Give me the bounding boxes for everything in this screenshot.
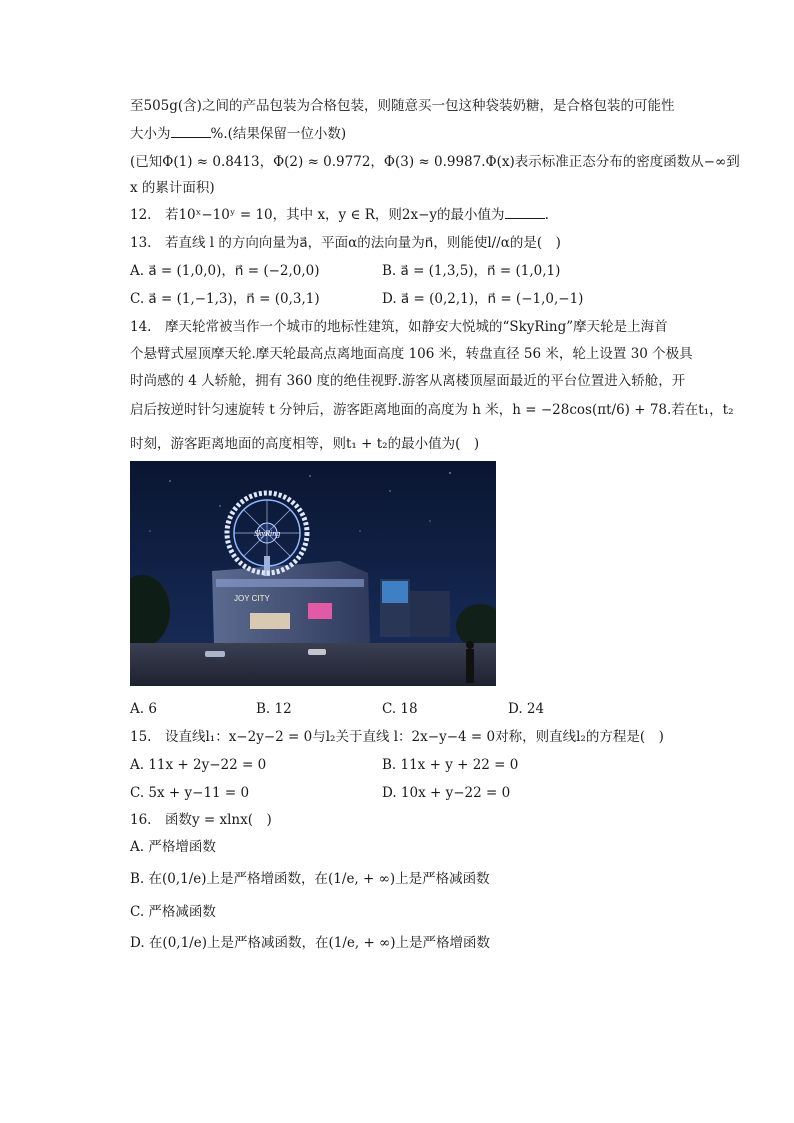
mall-facade-band bbox=[216, 579, 364, 587]
pedestrian bbox=[466, 649, 474, 683]
q14-option-d: D. 24 bbox=[508, 701, 545, 717]
q11-answer-blank bbox=[171, 125, 211, 138]
q14-option-c: C. 18 bbox=[382, 701, 418, 717]
wheel-sign: SkyRing bbox=[254, 529, 281, 538]
q12-stem: 12. 若10ˣ−10ʸ = 10，其中 x，y ∈ R，则2x−y的最小值为 bbox=[130, 207, 505, 223]
q11-line-2-pre: 大小为 bbox=[130, 126, 171, 142]
q16-stem: 16. 函数y = xlnx( ) bbox=[130, 812, 272, 828]
q14-line-2: 个悬臂式屋顶摩天轮.摩天轮最高点离地面高度 106 米，转盘直径 56 米，轮上设置 30 个极具 bbox=[130, 346, 693, 362]
q15-option-d: D. 10x + y−22 = 0 bbox=[382, 785, 511, 801]
building-right-2 bbox=[410, 591, 450, 637]
q15-stem: 15. 设直线l₁：x−2y−2 = 0与l₂关于直线 l：2x−y−4 = 0对称，则直线l₂的方程是( ) bbox=[130, 729, 664, 745]
q12-answer-blank bbox=[505, 206, 545, 219]
q11-line-3: (已知Φ(1) ≈ 0.8413，Φ(2) ≈ 0.9772，Φ(3) ≈ 0.9987.Φ(x)表示标准正态分布的密度函数从−∞到 bbox=[130, 154, 740, 170]
mall-poster-1 bbox=[250, 613, 290, 629]
mall-sign: JOY CITY bbox=[234, 594, 270, 603]
q12-tail: . bbox=[544, 207, 549, 223]
q13-option-a: A. a⃗ = (1,0,0)，n⃗ = (−2,0,0) bbox=[130, 263, 320, 279]
q11-line-4: x 的累计面积) bbox=[130, 180, 215, 196]
mall-poster-2 bbox=[308, 603, 332, 619]
q16-option-a: A. 严格增函数 bbox=[130, 839, 216, 855]
q11-line-1: 至505g(含)之间的产品包装为合格包装，则随意买一包这种袋装奶糖，是合格包装的可能性 bbox=[130, 98, 675, 114]
ferris-wheel-photo bbox=[130, 461, 496, 686]
q13-stem: 13. 若直线 l 的方向向量为a⃗，平面α的法向量为n⃗，则能使l//α的是( ) bbox=[130, 235, 561, 251]
q13-option-c: C. a⃗ = (1,−1,3)，n⃗ = (0,3,1) bbox=[130, 291, 320, 307]
q15-option-c: C. 5x + y−11 = 0 bbox=[130, 785, 250, 801]
q12-text bbox=[130, 205, 549, 225]
q11-line-2 bbox=[130, 124, 346, 144]
q14-line-5: 时刻，游客距离地面的高度相等，则t₁ + t₂的最小值为( ) bbox=[130, 436, 480, 452]
q14-option-a: A. 6 bbox=[130, 701, 157, 717]
q16-option-b: B. 在(0,1/e)上是严格增函数，在(1/e, + ∞)上是严格减函数 bbox=[130, 871, 490, 887]
ferris-wheel-illustration bbox=[130, 461, 496, 686]
q11-line-2-post: %.(结果保留一位小数) bbox=[210, 126, 347, 142]
q14-line-4: 启后按逆时针匀速旋转 t 分钟后，游客距离地面的高度为 h 米，h = −28cos(πt/6) + 78.若在t₁，t₂ bbox=[130, 402, 734, 418]
q16-option-d: D. 在(0,1/e)上是严格减函数，在(1/e, + ∞)上是严格增函数 bbox=[130, 935, 491, 951]
q14-option-b: B. 12 bbox=[256, 701, 292, 717]
q13-option-d: D. a⃗ = (0,2,1)，n⃗ = (−1,0,−1) bbox=[382, 291, 584, 307]
billboard-right bbox=[382, 581, 408, 603]
q14-line-3: 时尚感的 4 人轿舱，拥有 360 度的绝佳视野.游客从离楼顶屋面最近的平台位置进入轿舱，开 bbox=[130, 373, 686, 389]
q15-option-a: A. 11x + 2y−22 = 0 bbox=[130, 757, 267, 773]
q15-option-b: B. 11x + y + 22 = 0 bbox=[382, 757, 519, 773]
q16-option-c: C. 严格减函数 bbox=[130, 904, 216, 920]
q14-line-1: 14. 摩天轮常被当作一个城市的地标性建筑，如静安大悦城的“SkyRing”摩天轮是上海首 bbox=[130, 319, 668, 335]
q13-option-b: B. a⃗ = (1,3,5)，n⃗ = (1,0,1) bbox=[382, 263, 561, 279]
